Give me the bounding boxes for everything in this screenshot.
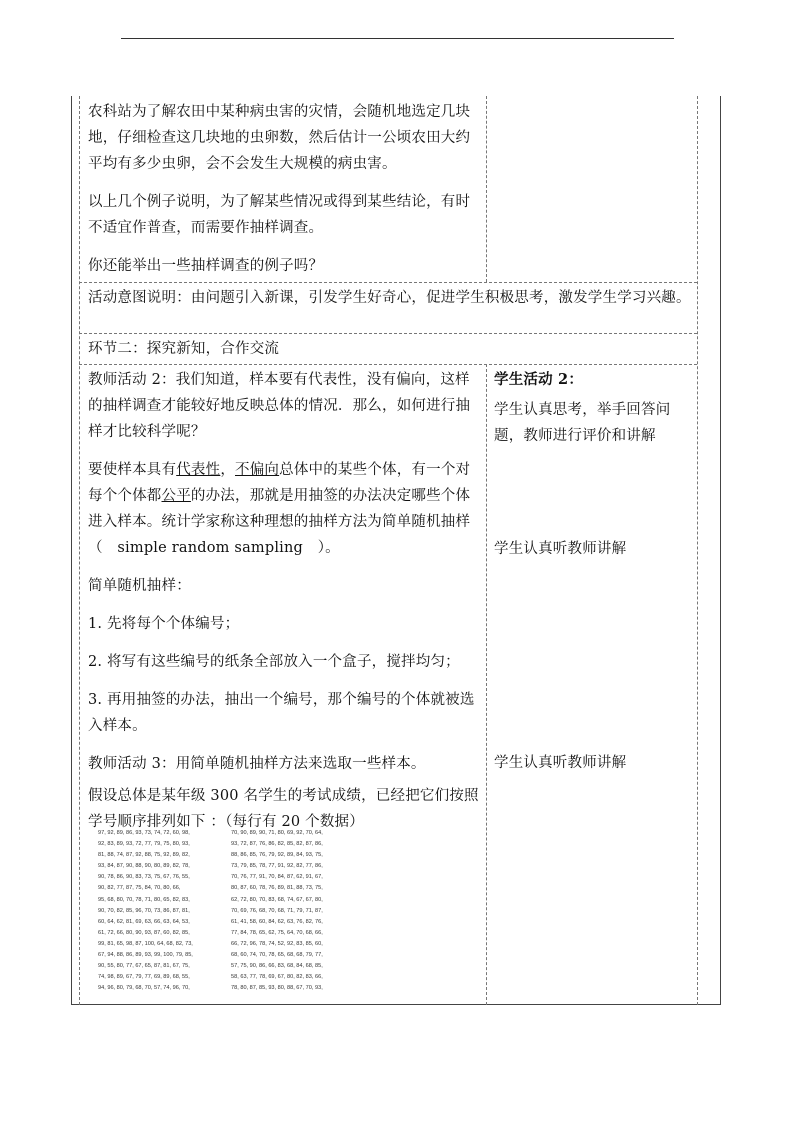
score-row: 77, 84, 78, 65, 62, 75, 64, 70, 68, 66,: [231, 929, 323, 936]
score-row: 90, 55, 80, 77, 67, 65, 87, 81, 67, 75,: [98, 963, 190, 970]
score-row: 60, 64, 62, 81, 69, 63, 66, 63, 64, 53,: [98, 918, 190, 925]
score-row: 78, 80, 87, 85, 93, 80, 88, 67, 70, 93,: [231, 985, 323, 992]
step-2: 2. 将写有这些编号的纸条全部放入一个盒子，搅拌均匀；: [88, 654, 460, 670]
score-data-left: [98, 828, 193, 994]
score-row: 61, 41, 58, 60, 84, 62, 63, 76, 82, 76,: [231, 918, 323, 925]
score-row: 93, 84, 87, 90, 88, 90, 80, 89, 82, 78,: [98, 863, 190, 870]
score-row: 62, 72, 80, 70, 83, 68, 74, 67, 67, 80,: [231, 896, 323, 903]
score-row: 95, 68, 80, 70, 78, 71, 80, 65, 82, 83,: [98, 896, 190, 903]
inner-border-right: [697, 96, 698, 1005]
score-row: 70, 76, 77, 91, 70, 84, 87, 62, 91, 67,: [231, 874, 323, 881]
population-assumption: 假设总体是某年级 300 名学生的考试成绩，已经把它们按照学号顺序排列如下 ：（每行有 20 个数据）: [88, 788, 479, 830]
teacher-activity-3: 教师活动 3：用简单随机抽样方法来选取一些样本。: [88, 756, 426, 772]
score-row: 90, 70, 82, 85, 96, 70, 73, 86, 87, 81,: [98, 907, 190, 914]
score-row: 73, 79, 85, 78, 77, 91, 92, 82, 77, 86,: [231, 863, 323, 870]
student-response-1: 学生认真思考，举手回答问题，教师进行评价和讲解: [494, 402, 671, 444]
score-row: 97, 92, 89, 86, 93, 73, 74, 72, 60, 98,: [98, 830, 190, 836]
score-row: 70, 90, 89, 90, 71, 80, 69, 92, 70, 64,: [231, 830, 323, 836]
score-row: 93, 72, 87, 76, 86, 82, 85, 82, 87, 86,: [231, 841, 323, 848]
score-row: 66, 72, 96, 78, 74, 52, 92, 83, 85, 60,: [231, 940, 323, 947]
underlined-term: 不偏向: [235, 462, 280, 478]
score-row: 74, 98, 89, 67, 79, 77, 69, 89, 68, 55,: [98, 974, 190, 981]
underlined-term: 公平: [161, 488, 191, 504]
student-response-3: 学生认真听教师讲解: [494, 755, 627, 771]
score-row: 58, 63, 77, 78, 69, 67, 80, 82, 83, 66,: [231, 974, 323, 981]
score-row: 90, 82, 77, 87, 75, 84, 70, 80, 66,: [98, 885, 181, 892]
score-row: 68, 60, 74, 70, 78, 65, 68, 68, 79, 77,: [231, 952, 323, 959]
section1-text: [88, 99, 481, 291]
score-row: 88, 86, 85, 76, 79, 92, 89, 84, 93, 75,: [231, 852, 323, 859]
score-data-right: [231, 828, 323, 994]
underlined-term: 代表性: [176, 462, 221, 478]
score-row: 57, 75, 90, 86, 66, 83, 68, 84, 68, 85,: [231, 963, 323, 970]
score-row: 92, 83, 89, 93, 72, 77, 79, 75, 80, 93,: [98, 841, 190, 848]
score-row: 81, 88, 74, 87, 92, 88, 75, 92, 89, 82,: [98, 852, 190, 859]
student-response-2: 学生认真听教师讲解: [494, 541, 627, 557]
score-row: 70, 69, 76, 68, 70, 68, 71, 79, 71, 87,: [231, 907, 323, 914]
teacher-column: [88, 367, 481, 847]
row-divider: [79, 364, 697, 365]
activity-intent: 活动意图说明：由问题引入新课，引发学生好奇心，促进学生积极思考，激发学生学习兴趣。: [88, 290, 691, 306]
teacher-activity-2: 教师活动 2：我们知道，样本要有代表性，没有偏向，这样的抽样调查才能较好地反映总体的情况．那么，如何进行抽样才比较科学呢？: [88, 372, 471, 440]
score-row: 90, 78, 86, 90, 83, 73, 75, 67, 76, 55,: [98, 874, 190, 881]
score-row: 80, 87, 60, 78, 76, 89, 81, 88, 73, 75,: [231, 885, 323, 892]
step-3: 3. 再用抽签的办法，抽出一个编号，那个编号的个体就被选入样本。: [88, 692, 475, 734]
column-divider-top: [486, 96, 487, 282]
row-divider: [79, 333, 697, 334]
score-row: 94, 96, 80, 79, 68, 70, 57, 74, 96, 70,: [98, 985, 190, 992]
paragraph: 你还能举出一些抽样调查的例子吗？: [88, 258, 324, 274]
paragraph: 以上几个例子说明，为了解某些情况或得到某些结论，有时不适宜作普查，而需要作抽样调查。: [88, 194, 471, 236]
header-rule: [121, 38, 674, 39]
student-activity-title: 学生活动 2：: [494, 371, 584, 388]
paragraph: 农科站为了解农田中某种病虫害的灾情，会随机地选定几块地，仔细检查这几块地的虫卵数，然后估计一公顷农田大约平均有多少虫卵，会不会发生大规模的病虫害。: [88, 104, 471, 172]
column-divider-bottom: [486, 364, 487, 1005]
score-row: 61, 72, 66, 80, 90, 93, 87, 60, 82, 85,: [98, 929, 190, 936]
step-1: 1. 先将每个个体编号；: [88, 616, 240, 632]
inner-border-left: [79, 96, 80, 1005]
section2-title: 环节二：探究新知，合作交流: [88, 341, 280, 357]
score-row: 99, 81, 65, 98, 87, 100, 64, 68, 82, 73,: [98, 940, 193, 947]
srs-title: 简单随机抽样：: [88, 578, 191, 594]
score-row: 67, 94, 88, 86, 89, 93, 99, 100, 79, 85,: [98, 952, 193, 959]
srs-definition: 要使样本具有代表性，不偏向总体中的某些个体，有一个对每个个体都公平的办法，那就是用抽签的办法决定哪些个体进入样本。统计学家称这种理想的抽样方法为简单随机抽样（ simple random sampling ）。: [88, 462, 471, 556]
